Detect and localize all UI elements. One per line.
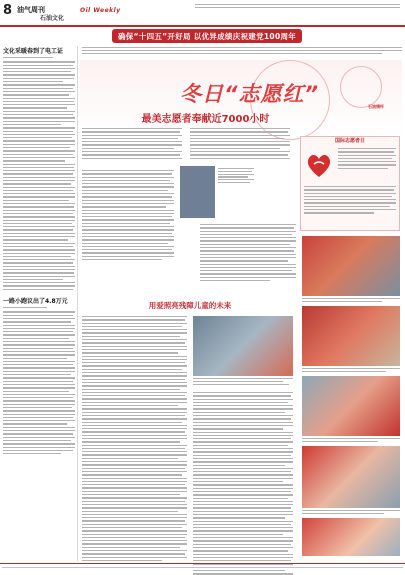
- left-story1-byline: [3, 57, 75, 58]
- sub-headline: 用爱照亮残障儿童的未来: [148, 301, 232, 310]
- left-story2-byline: [3, 307, 75, 308]
- article-photo-lower: [193, 316, 293, 376]
- masthead-meta: [195, 4, 400, 8]
- left-column: [3, 46, 75, 566]
- footer-info: [2, 567, 403, 568]
- page-number: 8: [3, 3, 13, 18]
- article-lead: [82, 128, 182, 159]
- volunteer-photo-4: [302, 446, 400, 508]
- photo-4-caption: [302, 510, 400, 514]
- sidebar-body-2: [304, 186, 396, 214]
- hero-title: 冬日“志愿红”: [180, 82, 320, 106]
- photo-1-caption: [302, 298, 400, 302]
- left-story2-title: 一路小跑议出了4.8万元: [3, 298, 68, 306]
- oil-weekly-logo: Oil Weekly: [80, 7, 121, 14]
- slogan-banner: 确保“十四五”开好局 以优异成绩庆祝建党100周年: [112, 29, 302, 43]
- photo-3-caption: [302, 438, 400, 442]
- article-col2-body: [200, 224, 296, 281]
- publication-title: 油气周刊: [17, 6, 45, 14]
- hero-intro: [82, 47, 402, 54]
- volunteer-photo-2: [302, 306, 400, 366]
- column-divider: [77, 46, 78, 561]
- lower-col2-body: [193, 392, 293, 575]
- photo-side-caption: [218, 168, 254, 183]
- sidebar-title: 国际志愿者日: [334, 138, 365, 144]
- main-headline: 最美志愿者奉献近7000小时: [141, 114, 270, 125]
- lower-col1-body: [82, 316, 187, 561]
- heart-hand-icon: [303, 149, 335, 181]
- photo-2-caption: [302, 368, 400, 372]
- section-name: 石油文化: [40, 15, 65, 22]
- volunteer-photo-5: [302, 518, 400, 556]
- article-col2-top: [190, 128, 290, 159]
- decor-circle-small: [340, 66, 382, 108]
- hero-tag: 石油情怀: [368, 104, 384, 109]
- volunteer-photo-1: [302, 236, 400, 296]
- volunteer-photo-3: [302, 376, 400, 436]
- left-story2-body: [3, 311, 75, 454]
- left-story1-body: [3, 61, 75, 290]
- lower-photo-caption: [193, 378, 293, 385]
- article-photo-portrait: [180, 166, 215, 218]
- masthead-rule: [0, 25, 405, 27]
- left-story1-title: 文化采暖春到了电工证: [3, 48, 64, 55]
- sidebar-body: [338, 148, 396, 169]
- footer-rule: [0, 563, 405, 564]
- article-col1-body: [82, 170, 174, 260]
